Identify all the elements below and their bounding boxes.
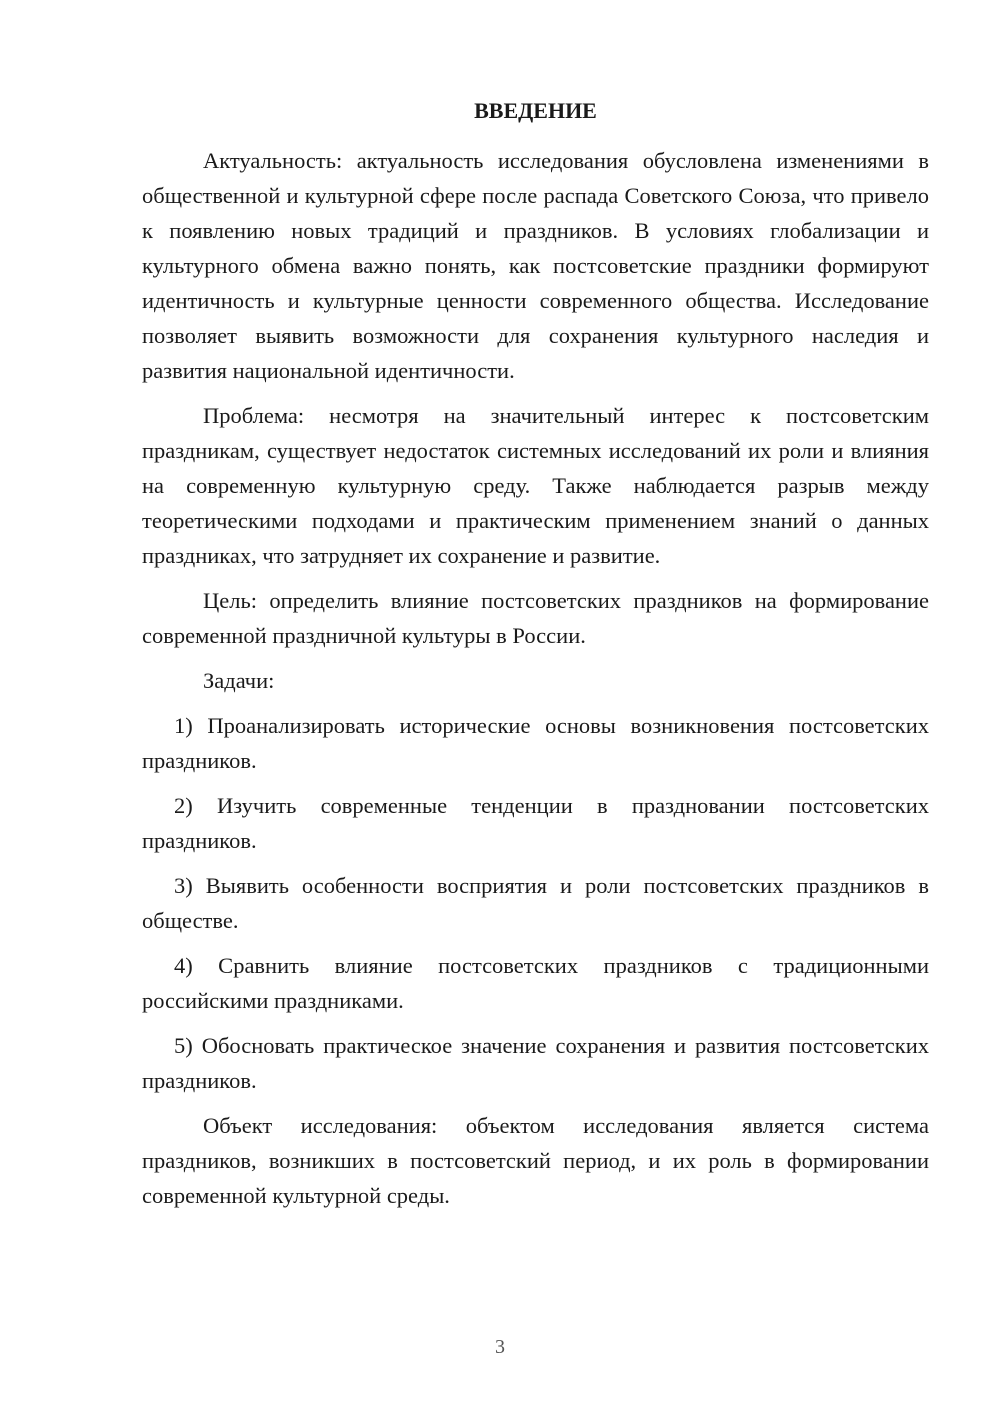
goal-paragraph: Цель: определить влияние постсоветских праздников на формирование современной праздничной культуры в России.	[142, 588, 929, 648]
task-item-4: 4) Сравнить влияние постсоветских праздников с традиционными российскими праздниками.	[142, 953, 929, 1013]
problem-paragraph: Проблема: несмотря на значительный интерес к постсоветским праздникам, существует недостаток системных исследований их роли и влияния на современную культурную среду. Также наблюдается разрыв между теоретическими подходами и практическим применением знаний о данных праздниках, что затрудняет их сохранение и развитие.	[142, 403, 929, 568]
page-title: ВВЕДЕНИЕ	[474, 98, 597, 123]
tasks-heading: Задачи:	[203, 668, 275, 693]
task-item-3: 3) Выявить особенности восприятия и роли постсоветских праздников в обществе.	[142, 873, 929, 933]
page-number: 3	[495, 1336, 505, 1358]
relevance-paragraph: Актуальность: актуальность исследования обусловлена изменениями в общественной и культурной сфере после распада Советского Союза, что привело к появлению новых традиций и праздников. В условиях глобализации и культурного обмена важно понять, как постсоветские праздники формируют идентичность и культурные ценности современного общества. Исследование позволяет выявить возможности для сохранения культурного наследия и развития национальной идентичности.	[142, 148, 929, 383]
task-item-2: 2) Изучить современные тенденции в праздновании постсоветских праздников.	[142, 793, 929, 853]
task-item-1: 1) Проанализировать исторические основы возникновения постсоветских праздников.	[142, 713, 929, 773]
document-body	[142, 143, 929, 1223]
object-paragraph: Объект исследования: объектом исследования является система праздников, возникших в постсоветский период, и их роль в формировании современной культурной среды.	[142, 1113, 929, 1208]
task-item-5: 5) Обосновать практическое значение сохранения и развития постсоветских праздников.	[142, 1033, 929, 1093]
